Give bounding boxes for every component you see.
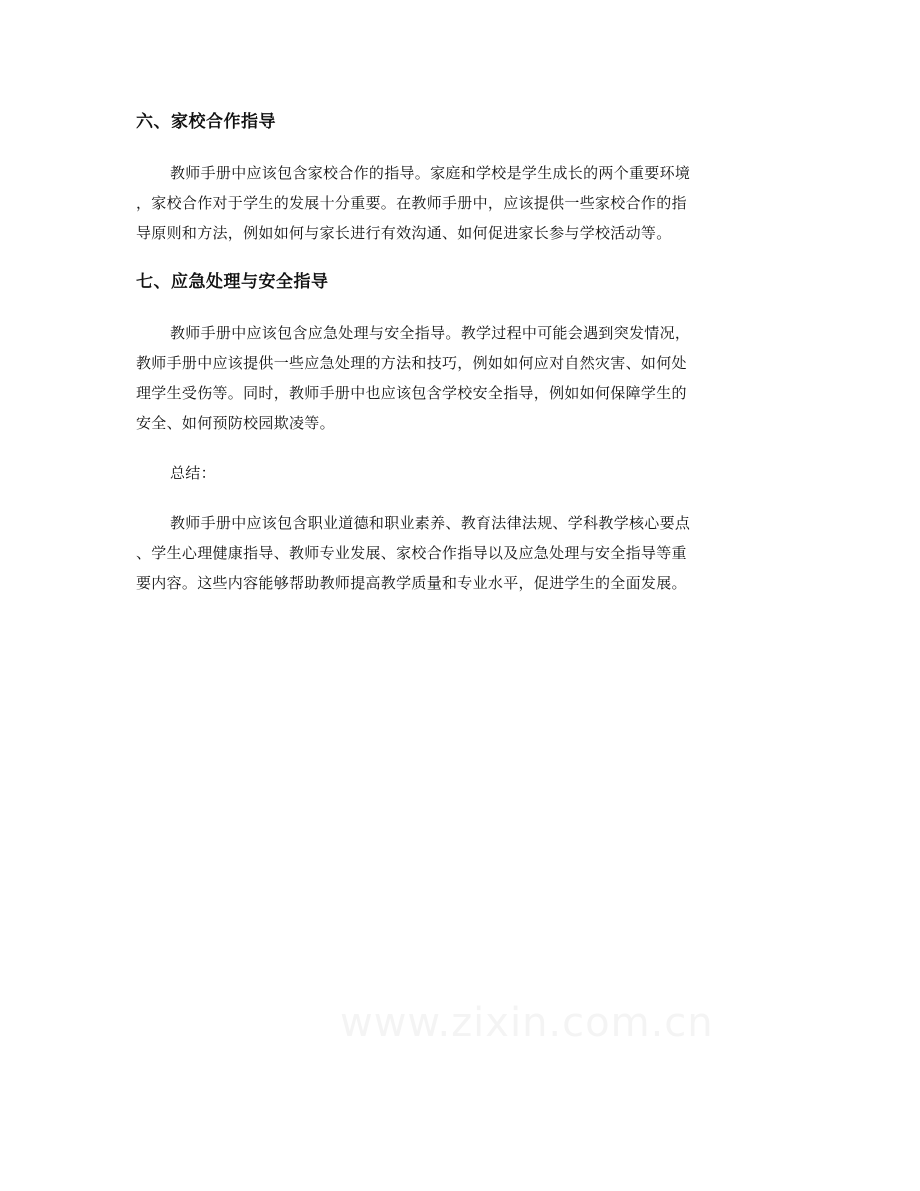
paragraph-line: 教师手册中应该包含应急处理与安全指导。教学过程中可能会遇到突发情况， [170, 324, 691, 342]
paragraph-line: 、学生心理健康指导、教师专业发展、家校合作指导以及应急处理与安全指导等重 [136, 544, 687, 562]
summary-paragraph [136, 508, 786, 598]
watermark: www.zixin.com.cn [340, 1000, 714, 1046]
summary-label-paragraph [136, 458, 786, 488]
paragraph-line: 要内容。这些内容能够帮助教师提高教学质量和专业水平，促进学生的全面发展。 [136, 574, 687, 592]
section-heading-home-school: 六、家校合作指导 [136, 112, 276, 132]
paragraph-home-school [136, 158, 786, 248]
summary-label: 总结： [170, 464, 216, 482]
paragraph-line: 导原则和方法，例如如何与家长进行有效沟通、如何促进家长参与学校活动等。 [136, 224, 672, 242]
paragraph-line: 安全、如何预防校园欺凌等。 [136, 414, 335, 432]
paragraph-emergency-safety [136, 318, 786, 438]
paragraph-line: 教师手册中应该包含职业道德和职业素养、教育法律法规、学科教学核心要点 [170, 514, 691, 532]
section-heading-emergency-safety: 七、应急处理与安全指导 [136, 272, 329, 292]
paragraph-line: 教师手册中应该包含家校合作的指导。家庭和学校是学生成长的两个重要环境 [170, 164, 691, 182]
paragraph-line: 教师手册中应该提供一些应急处理的方法和技巧，例如如何应对自然灾害、如何处 [136, 354, 687, 372]
paragraph-line: 理学生受伤等。同时，教师手册中也应该包含学校安全指导，例如如何保障学生的 [136, 384, 687, 402]
paragraph-line: ，家校合作对于学生的发展十分重要。在教师手册中，应该提供一些家校合作的指 [136, 194, 687, 212]
document-content [136, 108, 786, 618]
